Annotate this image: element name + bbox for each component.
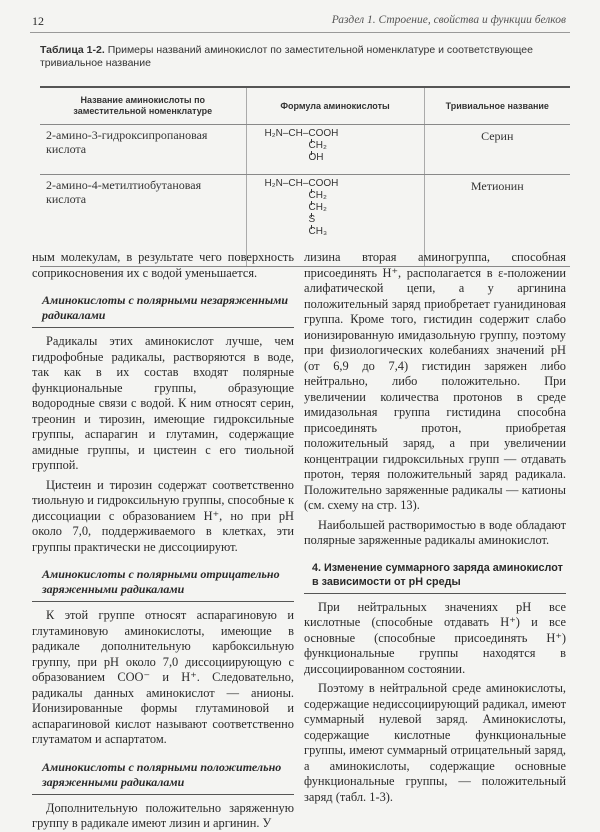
formula-side-chain-group: CH₂: [265, 140, 339, 152]
formula-cell: [246, 125, 424, 175]
body-paragraph: лизина вторая аминогруппа, способная присоединять H⁺, располагается в ε-положении алифатической цепи, а у аргинина положительный заряд приобретает гуанидиновая группа. Кроме того, гистидин содержит слабо ионизированную имидазольную группу, поэтому при физиологических колебаниях значений pH (от 6,9 до 7,4) гистидин заряжен либо нейтрально, либо положительно. При увеличении количества протонов в среде имидазольная группа гистидина способна присоединять протон, приобретая положительный заряд, а при увеличении концентрации гидроксильных групп — отдавать протон, теряя положительный заряд радикала. Положительно заряженные радикалы — катионы (см. схему на стр. 13).: [304, 250, 566, 512]
trivial-name-cell: Метионин: [424, 175, 570, 267]
subsection-heading: Аминокислоты с полярными отрицательно заряженными радикалами: [32, 567, 294, 602]
page-number: 12: [32, 14, 44, 28]
formula-side-chain-group: OH: [265, 152, 339, 164]
body-paragraph: К этой группе относят аспарагиновую и глутаминовую аминокислоты, имеющие в радикале дополнительную карбоксильную группу, при pH около 7,0 диссоциирующую с образованием COO⁻ и H⁺. Следовательно, радикалы данных аминокислот — анионы. Ионизированные формы глутаминовой и аспарагиновой кислот называют соответственно глутаматом и аспартатом.: [32, 608, 294, 746]
formula-side-chain-group: CH₂: [265, 202, 339, 214]
body-paragraph: Поэтому в нейтральной среде аминокислоты, содержащие недиссоциирующий радикал, имеют суммарный нулевой заряд. Аминокислоты, содержащие кислотные функциональные группы, имеют суммарный отрицательный заряд, а аминокислоты, содержащие основные функциональные группы, — положительный заряд (табл. 1-3).: [304, 681, 566, 804]
body-paragraph: ным молекулам, в результате чего поверхность соприкосновения их с водой уменьшается.: [32, 250, 294, 280]
left-text-column: [32, 250, 294, 832]
body-paragraph: Дополнительную положительно заряженную группу в радикале имеют лизин и аргинин. У: [32, 800, 294, 830]
body-paragraph: Радикалы этих аминокислот лучше, чем гидрофобные радикалы, растворяются в воде, так как в их состав входят полярные функциональные группы, образующие водородные связи с водой. К ним относят серин, треонин и тирозин, имеющие гидроксильные группы, аспарагин и глутамин, содержащие амидные группы, и цистеин с его тиольной группой.: [32, 334, 294, 472]
formula-backbone: H₂N–CH–COOH: [264, 178, 339, 189]
section-heading: 4. Изменение суммарного заряда аминокислот в зависимости от pH среды: [304, 561, 566, 594]
systematic-name-cell: 2-амино-4-метилтиобутановая кислота: [40, 175, 246, 267]
subsection-heading: Аминокислоты с полярными положительно заряженными радикалами: [32, 760, 294, 795]
running-title: Раздел 1. Строение, свойства и функции белков: [331, 14, 566, 26]
body-paragraph: При нейтральных значениях pH все кислотные (способные отдавать H⁺) и все основные (способные присоединять H⁺) функциональные группы находятся в диссоциированном состоянии.: [304, 599, 566, 676]
formula-side-chain-group: CH₂: [265, 190, 339, 202]
column-header-systematic-name: Название аминокислоты по заместительной номенклатуре: [40, 87, 246, 125]
serine-formula: [265, 128, 339, 164]
formula-side-chain-group: CH₃: [265, 226, 339, 238]
column-header-trivial-name: Тривиальное название: [424, 87, 570, 125]
table-caption-label: Таблица 1-2.: [40, 44, 105, 56]
table-caption: [40, 44, 566, 70]
formula-side-chain-group: S: [265, 214, 339, 226]
trivial-name-cell: Серин: [424, 125, 570, 175]
amino-acid-names-table: [40, 86, 570, 267]
table-row: [40, 125, 570, 175]
systematic-name-cell: 2-амино-3-гидроксипропановая кислота: [40, 125, 246, 175]
methionine-formula: [265, 178, 339, 238]
formula-backbone: H₂N–CH–COOH: [264, 128, 339, 139]
table-caption-text: Примеры названий аминокислот по заместительной номенклатуре и соответствующее тривиальное название: [40, 44, 533, 69]
column-header-formula: Формула аминокислоты: [246, 87, 424, 125]
right-text-column: [304, 250, 566, 805]
body-paragraph: Цистеин и тирозин содержат соответственно тиольную и гидроксильную группы, способные к диссоциации с образованием H⁺, но при pH около 7,0, поддерживаемого в клетках, эти группы практически не диссоциируют.: [32, 477, 294, 554]
header-rule: [30, 32, 570, 33]
body-paragraph: Наибольшей растворимостью в воде обладают полярные заряженные радикалы аминокислот.: [304, 517, 566, 547]
subsection-heading: Аминокислоты с полярными незаряженными радикалами: [32, 293, 294, 328]
